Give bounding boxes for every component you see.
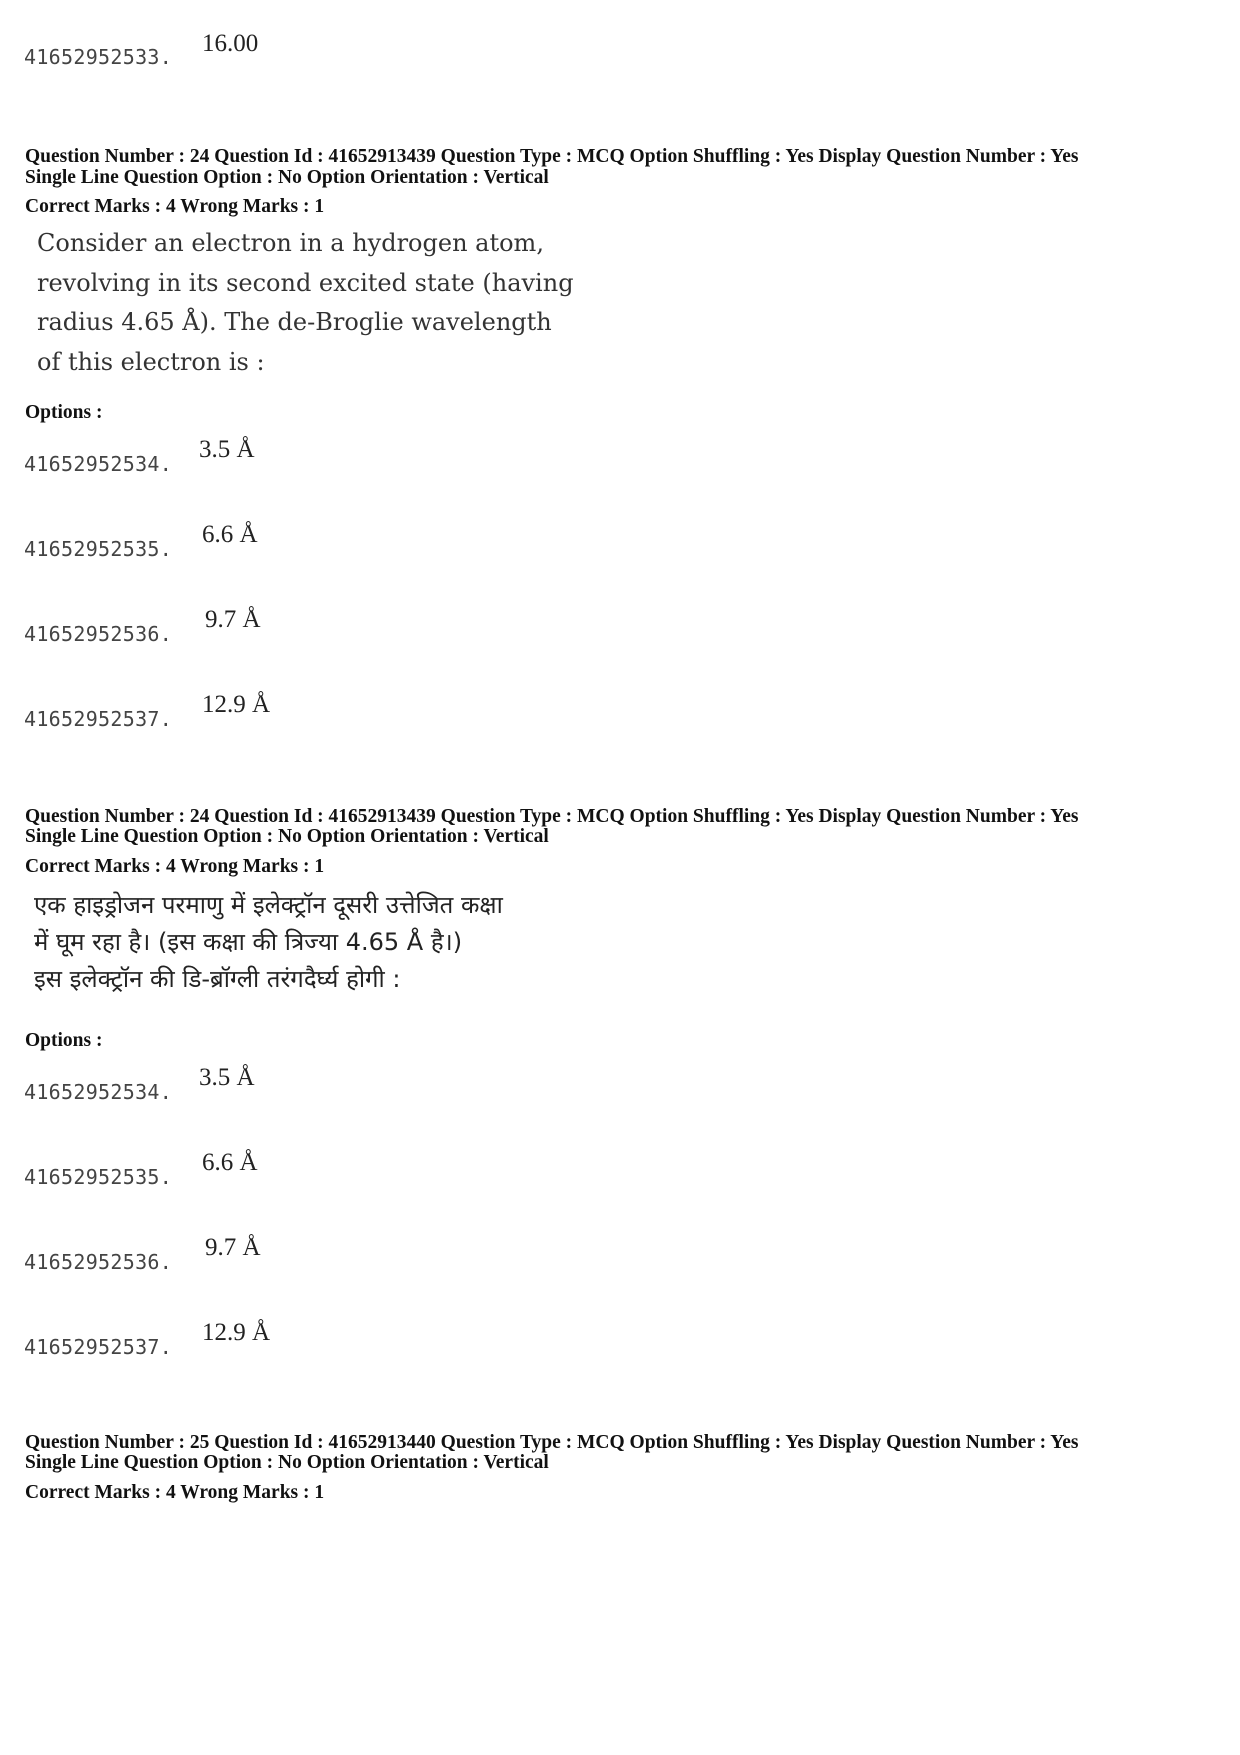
option-value: 12.9 Å (202, 1319, 271, 1346)
option-id: 41652952536. (24, 1250, 173, 1274)
question-text (37, 224, 574, 382)
option-value: 9.7 Å (205, 606, 261, 633)
options-label: Options : (25, 1030, 103, 1051)
option-id: 41652952534. (24, 452, 173, 476)
question-text-line: इस इलेक्ट्रॉन की डि-ब्रॉग्ली तरंगदैर्घ्य होगी : (34, 965, 401, 993)
question-meta-line1: Question Number : 25 Question Id : 41652913440 Question Type : MCQ Option Shuffling : Yes Display Question Number : Yes (25, 1432, 1079, 1453)
question-marks: Correct Marks : 4 Wrong Marks : 1 (25, 1482, 325, 1503)
option-value: 9.7 Å (205, 1234, 261, 1261)
option-id: 41652952535. (24, 1165, 173, 1189)
option-value: 16.00 (202, 30, 259, 57)
question-text-line: of this electron is : (37, 347, 265, 376)
question-text (34, 887, 503, 998)
question-marks: Correct Marks : 4 Wrong Marks : 1 (25, 196, 325, 217)
option-id: 41652952537. (24, 1335, 173, 1359)
question-text-line: में घूम रहा है। (इस कक्षा की त्रिज्या 4.65 Å है।) (34, 928, 463, 956)
question-meta-line2: Single Line Question Option : No Option Orientation : Vertical (25, 1452, 549, 1473)
options-label: Options : (25, 402, 103, 423)
option-id: 41652952534. (24, 1080, 173, 1104)
question-text-line: radius 4.65 Å). The de-Broglie wavelength (37, 308, 552, 336)
option-id: 41652952536. (24, 622, 173, 646)
question-meta-line1: Question Number : 24 Question Id : 41652913439 Question Type : MCQ Option Shuffling : Yes Display Question Number : Yes (25, 146, 1079, 167)
option-id: 41652952535. (24, 537, 173, 561)
option-value: 12.9 Å (202, 691, 271, 718)
question-meta-line2: Single Line Question Option : No Option Orientation : Vertical (25, 826, 549, 847)
question-text-line: एक हाइड्रोजन परमाणु में इलेक्ट्रॉन दूसरी उत्तेजित कक्षा (34, 891, 503, 919)
question-meta-line2: Single Line Question Option : No Option Orientation : Vertical (25, 167, 549, 188)
question-meta-line1: Question Number : 24 Question Id : 41652913439 Question Type : MCQ Option Shuffling : Yes Display Question Number : Yes (25, 806, 1079, 827)
option-value: 3.5 Å (199, 1064, 255, 1091)
question-text-line: Consider an electron in a hydrogen atom, (37, 229, 544, 257)
question-marks: Correct Marks : 4 Wrong Marks : 1 (25, 856, 325, 877)
question-text-line: revolving in its second excited state (having (37, 268, 574, 297)
option-id: 41652952533. (24, 45, 173, 69)
option-value: 6.6 Å (202, 521, 258, 548)
option-value: 3.5 Å (199, 436, 255, 463)
option-id: 41652952537. (24, 707, 173, 731)
option-value: 6.6 Å (202, 1149, 258, 1176)
